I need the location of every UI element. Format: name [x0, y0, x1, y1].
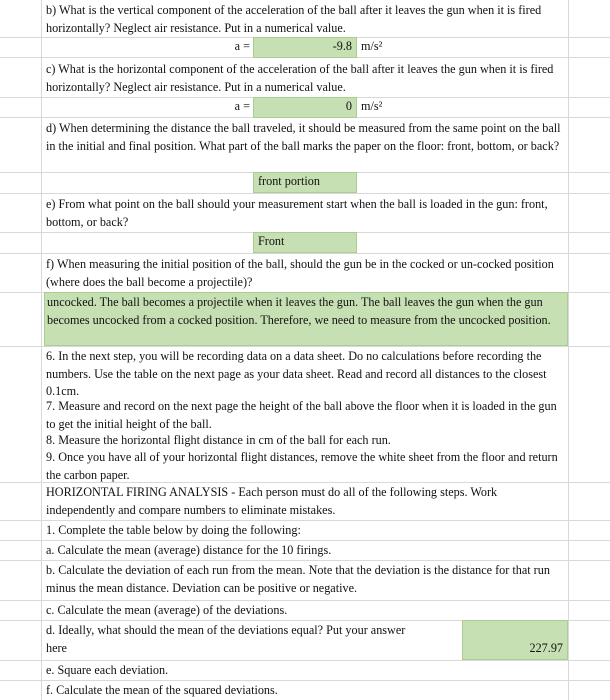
grid-line [0, 660, 610, 661]
question-c-answer[interactable]: 0 [253, 97, 357, 118]
question-b-text: b) What is the vertical component of the acceleration of the ball after it leaves the gun when it is fired horizontally? Neglect air resistance. Put in a numerical value. [46, 3, 542, 35]
grid-line [0, 540, 610, 541]
grid-line [568, 0, 569, 700]
grid-line [0, 520, 610, 521]
analysis-step-c: c. Calculate the mean (average) of the deviations. [46, 603, 288, 617]
grid-line [0, 680, 610, 681]
step-7-text: 7. Measure and record on the next page the height of the ball above the floor when it is loaded in the gun to get the initial height of the ball. [46, 399, 557, 431]
grid-line [0, 253, 610, 254]
question-c-unit: m/s² [361, 99, 383, 113]
question-f-text: f) When measuring the initial position of the ball, should the gun be in the cocked or un-cocked position (where does the ball become a projectile)? [46, 257, 554, 289]
step-6-text: 6. In the next step, you will be recording data on a data sheet. Do no calculations before recording the numbers. Use the table on the next page as your data sheet. Read and record all distances to the closest 0.1cm. [46, 349, 547, 398]
question-b-answer[interactable]: -9.8 [253, 37, 357, 58]
step-8-text: 8. Measure the horizontal flight distance in cm of the ball for each run. [46, 433, 391, 447]
analysis-heading: HORIZONTAL FIRING ANALYSIS - Each person must do all of the following steps. Work independently and compare numbers to eliminate mistakes. [46, 485, 498, 517]
question-c-label: a = [234, 99, 250, 113]
analysis-step-d-answer[interactable]: 227.97 [462, 620, 568, 660]
analysis-step-b: b. Calculate the deviation of each run from the mean. Note that the deviation is the distance for that run minus the mean distance. Deviation can be positive or negative. [46, 563, 550, 595]
analysis-step-1: 1. Complete the table below by doing the following: [46, 523, 301, 537]
analysis-step-d-line2: here [46, 641, 67, 655]
analysis-step-a: a. Calculate the mean (average) distance for the 10 firings. [46, 543, 332, 557]
question-f-answer[interactable] [44, 292, 568, 346]
grid-line [0, 193, 610, 194]
analysis-step-d-line1: d. Ideally, what should the mean of the deviations equal? Put your answer [46, 623, 406, 637]
question-b-unit: m/s² [361, 39, 383, 53]
grid-line [0, 346, 610, 347]
grid-line [41, 0, 42, 700]
question-e-text: e) From what point on the ball should your measurement start when the ball is loaded in the gun: front, bottom, or back? [46, 197, 548, 229]
question-b-label: a = [234, 39, 250, 53]
analysis-step-f: f. Calculate the mean of the squared deviations. [46, 683, 278, 697]
question-f-answer-text: uncocked. The ball becomes a projectile when it leaves the gun. The ball leaves the gun when the gun becomes uncocked from a cocked position. Therefore, we need to measure from the uncocked position. [47, 295, 551, 327]
question-e-answer[interactable]: Front [253, 232, 357, 253]
grid-line [0, 560, 610, 561]
question-d-answer[interactable]: front portion [253, 172, 357, 193]
grid-line [0, 600, 610, 601]
analysis-step-e: e. Square each deviation. [46, 663, 169, 677]
step-9-text: 9. Once you have all of your horizontal flight distances, remove the white sheet from the floor and return the carbon paper. [46, 450, 558, 482]
question-c-text: c) What is the horizontal component of the acceleration of the ball after it leaves the gun when it is fired horizontally? Neglect air resistance. Put in a numerical value. [46, 62, 554, 94]
question-d-text: d) When determining the distance the ball traveled, it should be measured from the same point on the ball in the initial and final position. What part of the ball marks the paper on the floor: front, bottom, or back? [46, 121, 561, 153]
